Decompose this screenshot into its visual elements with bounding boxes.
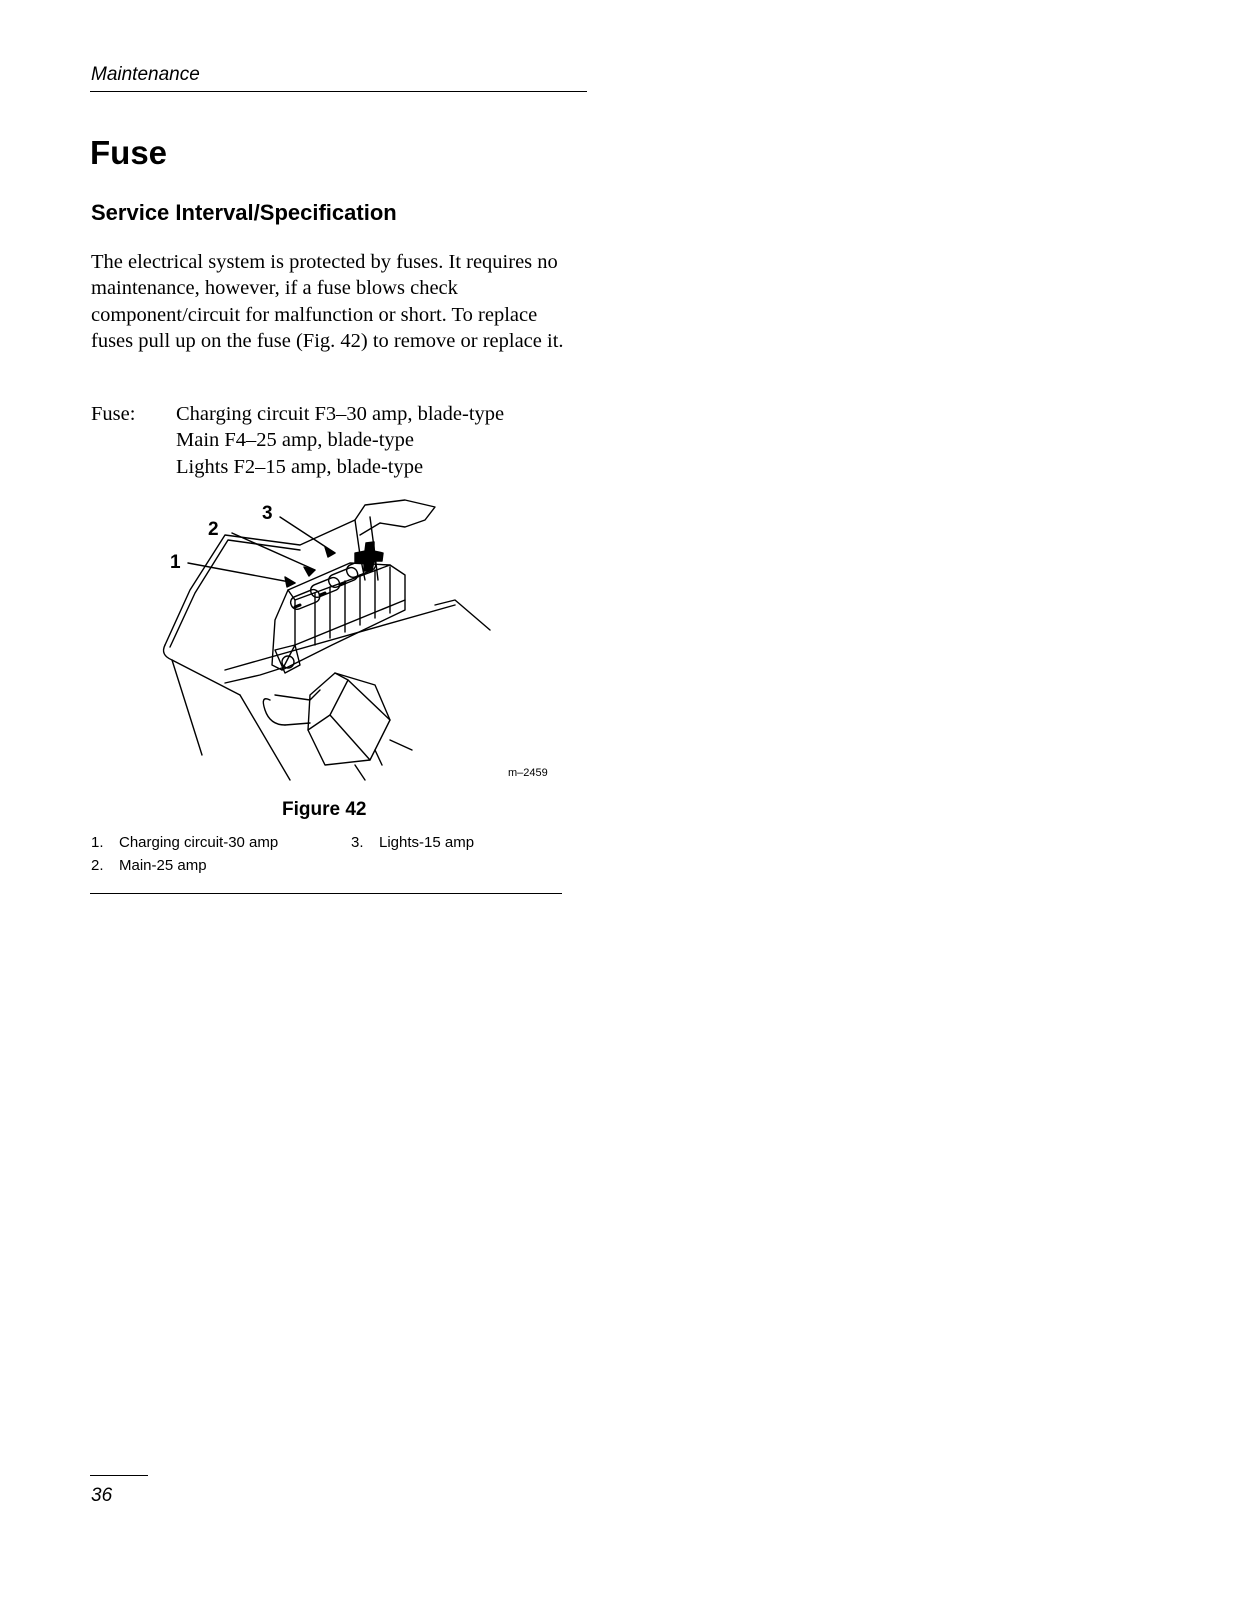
- callout-2: 2: [208, 519, 219, 540]
- body-paragraph: The electrical system is protected by fuses. It requires no maintenance, however, if a fuse blows check component/circuit for malfunction or short. To replace fuses pull up on the fuse (Fig. 42) to remove or replace it.: [91, 251, 564, 352]
- fuse-spec-label: Fuse:: [91, 403, 136, 425]
- legend-item-2: [91, 857, 207, 874]
- fuse-spec-values: [176, 401, 504, 480]
- page-number: 36: [91, 1485, 113, 1506]
- section-end-rule: [90, 893, 562, 894]
- fuse-spec-line-charging: Charging circuit F3–30 amp, blade-type: [176, 403, 505, 425]
- section-heading: Service Interval/Specification: [91, 200, 397, 225]
- legend-number: 2.: [91, 857, 104, 874]
- legend-text: Main-25 amp: [119, 857, 207, 874]
- legend-item-1: [91, 834, 278, 851]
- legend-item-3: [351, 834, 474, 851]
- legend-number: 3.: [351, 834, 364, 851]
- figure-caption: Figure 42: [282, 799, 367, 820]
- legend-number: 1.: [91, 834, 104, 851]
- figure-code: m–2459: [508, 767, 548, 779]
- callout-3: 3: [262, 503, 273, 524]
- fuse-spec-line-lights: Lights F2–15 amp, blade-type: [176, 455, 424, 478]
- header-rule: [90, 91, 587, 92]
- running-header: Maintenance: [91, 64, 200, 85]
- fuse-block-illustration: [150, 495, 570, 790]
- callout-1: 1: [170, 552, 181, 573]
- page-title: Fuse: [90, 134, 168, 171]
- footer-rule: [90, 1475, 148, 1476]
- legend-text: Charging circuit-30 amp: [119, 834, 279, 851]
- legend-text: Lights-15 amp: [379, 834, 475, 851]
- fuse-spec-line-main: Main F4–25 amp, blade-type: [176, 429, 414, 452]
